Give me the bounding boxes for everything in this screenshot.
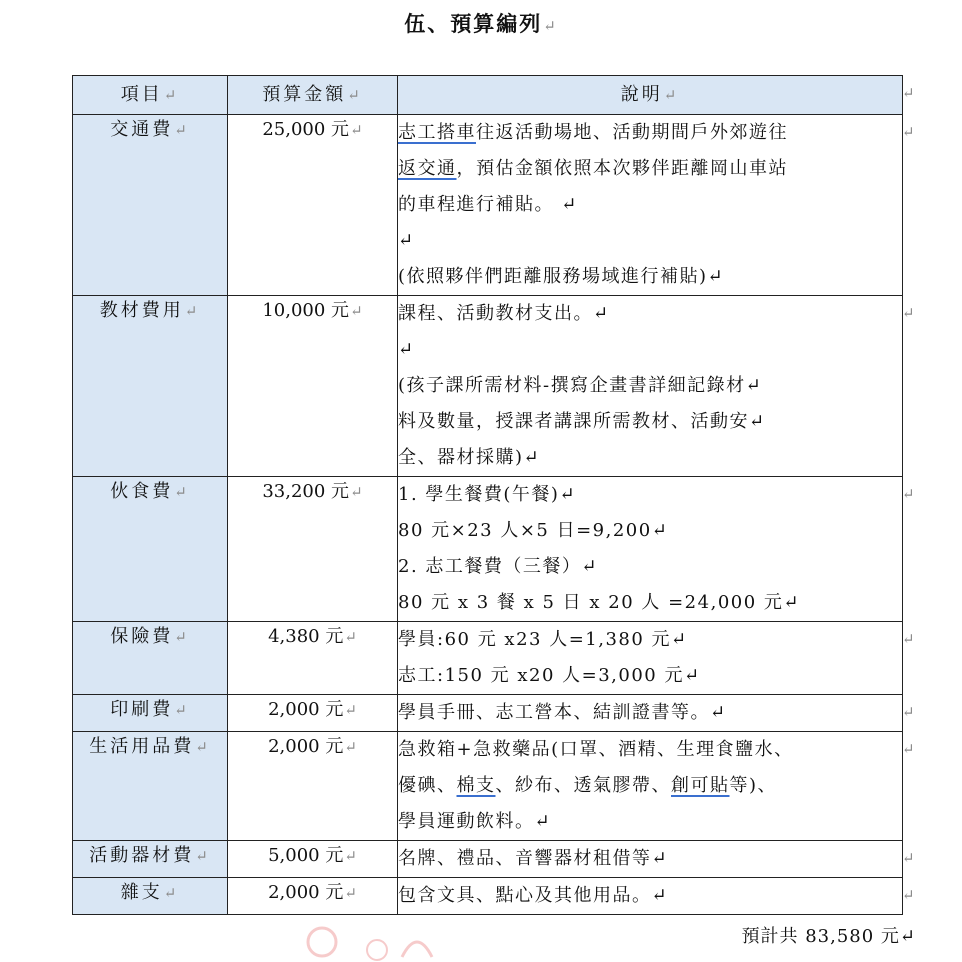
header-desc: 說明↵ <box>398 76 903 115</box>
budget-desc-cell <box>398 115 903 296</box>
budget-amount-cell: 2,000 元↵ <box>228 878 398 915</box>
underlined-term: 棉支 <box>456 775 496 796</box>
desc-line: 80 元×23 人×5 日=9,200↵ <box>398 520 669 541</box>
budget-amount-value: 2,000 元 <box>268 882 344 903</box>
desc-line: 志工:150 元 x20 人=3,000 元↵ <box>398 665 701 686</box>
budget-item-cell: 生活用品費↵ <box>73 732 228 841</box>
desc-line: 急救箱+急救藥品(口罩、酒精、生理食鹽水、 <box>398 739 794 760</box>
budget-item-cell: 雜支↵ <box>73 878 228 915</box>
budget-item-label: 保險費 <box>110 626 174 647</box>
row-end-mark: ↵ <box>902 303 915 322</box>
underlined-term: 返交通 <box>398 158 457 179</box>
budget-amount-value: 4,380 元 <box>268 626 344 647</box>
row-end-mark: ↵ <box>902 848 915 867</box>
budget-item-label: 活動器材費 <box>89 845 195 866</box>
row-end-mark: ↵ <box>902 629 915 648</box>
budget-desc-cell <box>398 695 903 732</box>
budget-amount-cell: 2,000 元↵ <box>228 695 398 732</box>
row-end-mark: ↵ <box>902 484 915 503</box>
table-row <box>73 622 903 695</box>
desc-line: 80 元 x 3 餐 x 5 日 x 20 人 =24,000 元↵ <box>398 592 800 613</box>
budget-item-label: 印刷費 <box>110 699 174 720</box>
desc-line: 料及數量，授課者講課所需教材、活動安↵ <box>398 411 766 432</box>
budget-amount-cell: 4,380 元↵ <box>228 622 398 695</box>
desc-line: (依照夥伴們距離服務場域進行補貼)↵ <box>398 266 725 287</box>
budget-amount-value: 2,000 元 <box>268 736 344 757</box>
budget-item-label: 生活用品費 <box>89 736 195 757</box>
row-end-mark: ↵ <box>902 122 915 141</box>
budget-item-label: 雜支 <box>120 882 163 903</box>
budget-item-cell: 伙食費↵ <box>73 477 228 622</box>
underlined-term: 志工搭車 <box>398 122 476 143</box>
row-end-mark: ↵ <box>902 702 915 721</box>
desc-line: 學員運動飲料。↵ <box>398 811 552 832</box>
budget-item-label: 伙食費 <box>110 481 174 502</box>
watermark-logo <box>292 912 442 962</box>
header-item: 項目↵ <box>73 76 228 115</box>
underlined-term: 創可貼 <box>671 775 730 796</box>
budget-desc-cell <box>398 477 903 622</box>
budget-amount-value: 5,000 元 <box>268 845 344 866</box>
table-row <box>73 477 903 622</box>
budget-item-label: 交通費 <box>110 119 174 140</box>
table-row <box>73 296 903 477</box>
budget-amount-cell: 33,200 元↵ <box>228 477 398 622</box>
desc-line: 返交通，預估金額依照本次夥伴距離岡山車站 <box>398 158 788 179</box>
budget-desc-cell <box>398 732 903 841</box>
budget-amount-cell: 10,000 元↵ <box>228 296 398 477</box>
table-row <box>73 115 903 296</box>
desc-line: 1. 學生餐費(午餐)↵ <box>398 484 577 505</box>
budget-amount-cell: 25,000 元↵ <box>228 115 398 296</box>
desc-line: 課程、活動教材支出。↵ <box>398 303 610 324</box>
budget-amount-value: 25,000 元 <box>262 119 350 140</box>
table-row <box>73 841 903 878</box>
table-row <box>73 878 903 915</box>
desc-line: ↵ <box>398 230 415 251</box>
budget-item-cell: 保險費↵ <box>73 622 228 695</box>
table-header-row <box>73 76 903 115</box>
table-row <box>73 695 903 732</box>
budget-desc-cell <box>398 622 903 695</box>
budget-item-cell: 印刷費↵ <box>73 695 228 732</box>
budget-amount-value: 33,200 元 <box>262 481 350 502</box>
budget-item-cell: 教材費用↵ <box>73 296 228 477</box>
row-end-mark: ↵ <box>902 885 915 904</box>
budget-amount-cell: 2,000 元↵ <box>228 732 398 841</box>
desc-line: 優碘、棉支、紗布、透氣膠帶、創可貼等)、 <box>398 775 778 796</box>
total-amount: 預計共 83,580 元↵ <box>741 926 916 947</box>
budget-desc-cell <box>398 296 903 477</box>
budget-item-cell: 活動器材費↵ <box>73 841 228 878</box>
desc-line: 學員手冊、志工營本、結訓證書等。↵ <box>398 702 727 723</box>
row-end-mark: ↵ <box>902 739 915 758</box>
desc-line: 名牌、禮品、音響器材租借等↵ <box>398 848 669 869</box>
budget-item-label: 教材費用 <box>99 300 184 321</box>
desc-line: ↵ <box>398 339 415 360</box>
budget-amount-value: 10,000 元 <box>262 300 350 321</box>
desc-line: 全、器材採購)↵ <box>398 447 541 468</box>
desc-line: (孩子課所需材料-撰寫企畫書詳細記錄材↵ <box>398 375 763 396</box>
header-amount: 預算金額↵ <box>228 76 398 115</box>
section-title: 伍、預算編列↵ <box>404 11 558 36</box>
budget-amount-value: 2,000 元 <box>268 699 344 720</box>
budget-table <box>72 75 903 915</box>
desc-line: 2. 志工餐費（三餐）↵ <box>398 556 598 577</box>
desc-line: 學員:60 元 x23 人=1,380 元↵ <box>398 629 688 650</box>
desc-line: 包含文具、點心及其他用品。↵ <box>398 885 669 906</box>
budget-amount-cell: 5,000 元↵ <box>228 841 398 878</box>
budget-desc-cell <box>398 841 903 878</box>
row-end-mark: ↵ <box>902 83 915 102</box>
table-row <box>73 732 903 841</box>
desc-line: 的車程進行補貼。 ↵ <box>398 194 578 215</box>
budget-desc-cell <box>398 878 903 915</box>
desc-line: 志工搭車往返活動場地、活動期間戶外郊遊往 <box>398 122 788 143</box>
budget-item-cell: 交通費↵ <box>73 115 228 296</box>
